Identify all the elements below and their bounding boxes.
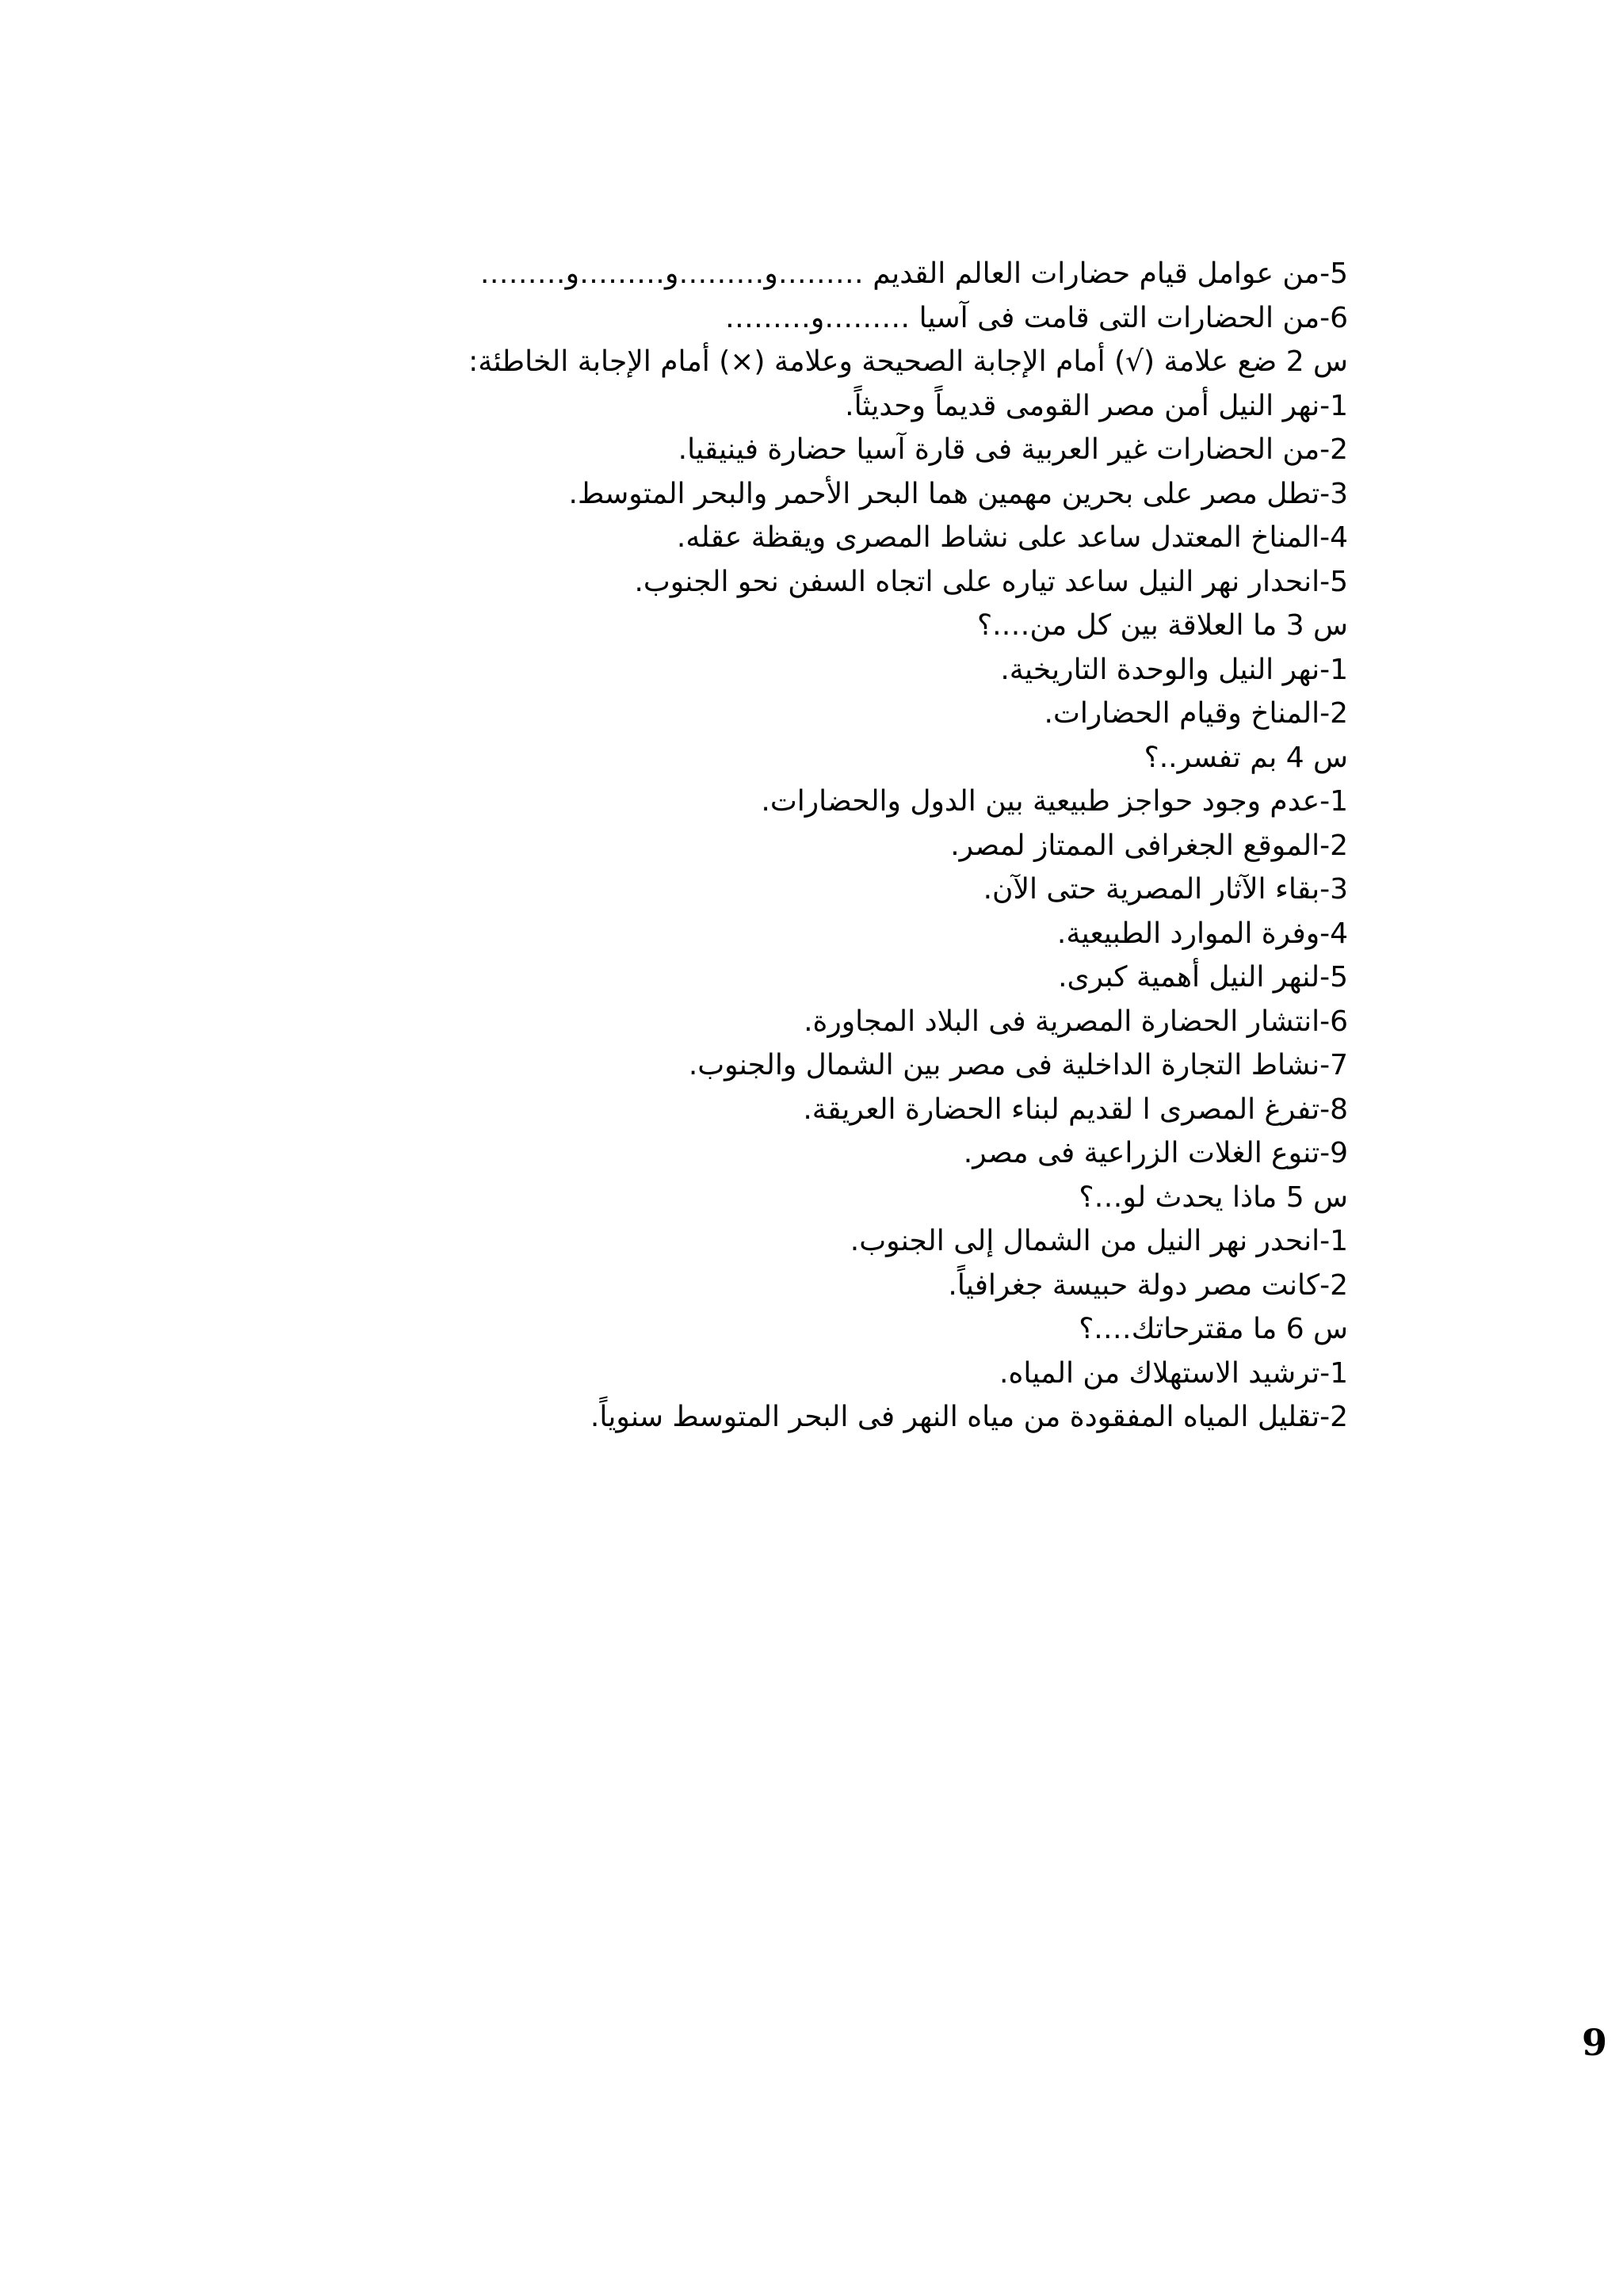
question-4-item: 9-تنوع الغلات الزراعية فى مصر.: [963, 1137, 1348, 1169]
question-2-heading: س 2 ضع علامة (√) أمام الإجابة الصحيحة وعلامة (×) أمام الإجابة الخاطئة:: [468, 345, 1348, 378]
question-3-item: 1-نهر النيل والوحدة التاريخية.: [1000, 653, 1348, 686]
question-4-item: 6-انتشار الحضارة المصرية فى البلاد المجاورة.: [804, 1005, 1348, 1038]
question-2-item: 2-من الحضارات غير العربية فى قارة آسيا حضارة فينيقيا.: [678, 433, 1348, 466]
question-4-item: 8-تفرغ المصرى ا لقديم لبناء الحضارة العريقة.: [803, 1093, 1348, 1126]
page-number: 9: [1582, 2021, 1608, 2064]
question-5-item: 1-انحدر نهر النيل من الشمال إلى الجنوب.: [850, 1225, 1348, 1257]
question-4-item: 2-الموقع الجغرافى الممتاز لمصر.: [950, 829, 1348, 862]
question-6-item: 1-ترشيد الاستهلاك من المياه.: [999, 1356, 1348, 1390]
question-2-item: 4-المناخ المعتدل ساعد على نشاط المصرى ويقظة عقله.: [676, 521, 1348, 554]
question-6-heading: س 6 ما مقترحاتك….؟: [1079, 1313, 1348, 1345]
question-4-item: 4-وفرة الموارد الطبيعية.: [1056, 917, 1348, 950]
question-2-item: 1-نهر النيل أمن مصر القومى قديماً وحديثاً.: [845, 389, 1348, 422]
question-4-heading: س 4 بم تفسر..؟: [1144, 741, 1348, 774]
question-5-heading: س 5 ماذا يحدث لو…؟: [1079, 1180, 1348, 1214]
question-3-item: 2-المناخ وقيام الحضارات.: [1044, 697, 1348, 730]
fill-in-item: 6-من الحضارات التى قامت فى آسيا ………و………: [724, 301, 1348, 334]
question-2-item: 5-انحدار نهر النيل ساعد تياره على اتجاه السفن نحو الجنوب.: [634, 565, 1348, 598]
worksheet-content: [318, 252, 1348, 1440]
fill-in-item: 5-من عوامل قيام حضارات العالم القديم ………و………و………و………: [479, 257, 1348, 290]
question-2-item: 3-تطل مصر على بحرين مهمين هما البحر الأحمر والبحر المتوسط.: [568, 477, 1348, 510]
question-3-heading: س 3 ما العلاقة بين كل من….؟: [976, 609, 1348, 642]
question-4-item: 7-نشاط التجارة الداخلية فى مصر بين الشمال والجنوب.: [688, 1049, 1348, 1081]
question-4-item: 5-لنهر النيل أهمية كبرى.: [1058, 961, 1348, 994]
question-6-item: 2-تقليل المياه المفقودة من مياه النهر فى البحر المتوسط سنوياً.: [590, 1401, 1348, 1433]
question-4-item: 3-بقاء الآثار المصرية حتى الآن.: [983, 873, 1348, 906]
question-4-item: 1-عدم وجود حواجز طبيعية بين الدول والحضارات.: [761, 785, 1348, 818]
question-5-item: 2-كانت مصر دولة حبيسة جغرافياً.: [948, 1268, 1348, 1302]
